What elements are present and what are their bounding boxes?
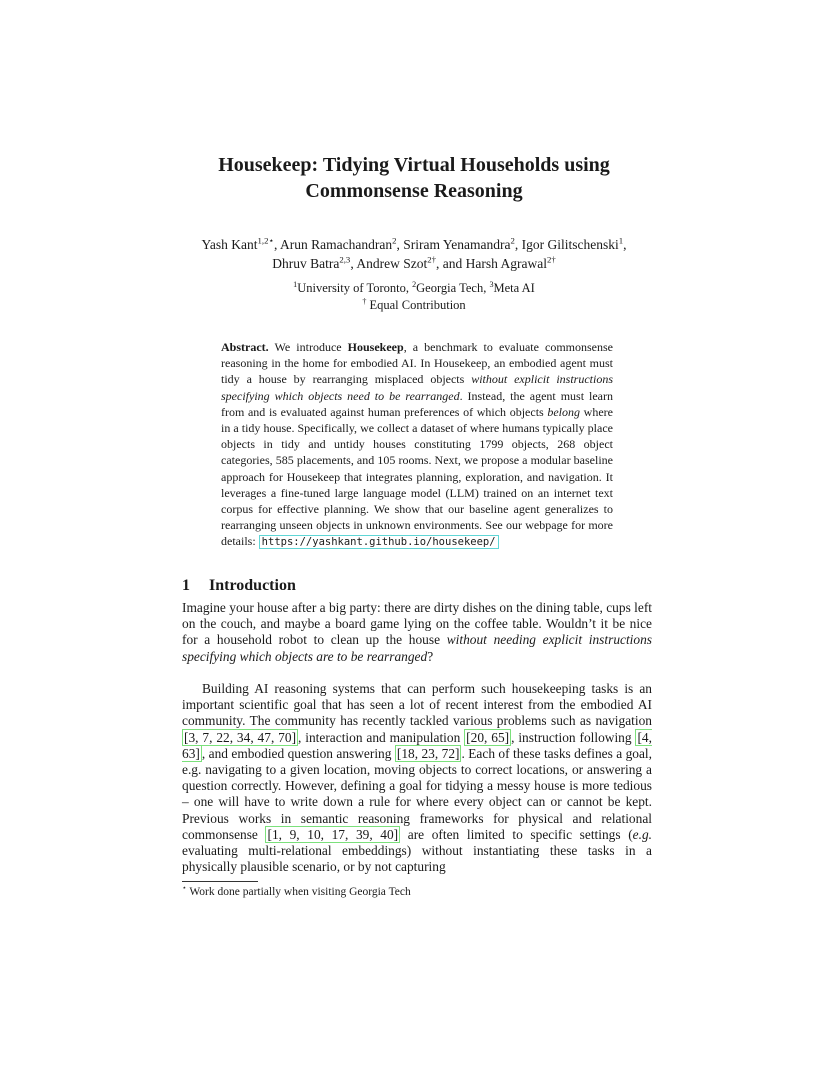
para-text: are often limited to specific settings ( [400, 826, 633, 842]
author-sup: 2† [546, 254, 556, 265]
author: Sriram Yenamandra [403, 237, 511, 252]
author-sup: 2 [392, 235, 397, 246]
affil-sup: 1 [293, 279, 298, 289]
abstract-text: We introduce [268, 340, 348, 354]
para-text: ? [427, 648, 434, 664]
affiliation-line [150, 280, 678, 297]
title-line-2: Commonsense Reasoning [305, 180, 523, 202]
paragraph-2 [182, 681, 652, 875]
author-sup: 2,3 [339, 254, 351, 265]
abstract-italic: belong [547, 404, 581, 419]
citation-link[interactable]: [18, 23, 72] [396, 745, 460, 761]
para-text: . Each of these tasks defines a goal, e.g. navigating to a given location, moving objects to correct locations, or answering a question correctly. However, defining a goal for tidying a messy house is more tedious – one will have to write down a rule for where every object can or cannot be kept. Previous works in semantic reasoning frameworks for physical and relational commonsense [182, 745, 652, 842]
para-text: , interaction and manipulation [298, 729, 465, 745]
section-title: Introduction [209, 577, 296, 594]
equal-contribution-text: Equal Contribution [366, 298, 466, 312]
para-text: , and embodied question answering [201, 745, 395, 761]
affil-sup: 3 [489, 279, 494, 289]
author: Andrew Szot [356, 256, 428, 271]
affiliation: Georgia Tech, [416, 281, 490, 295]
para-italic: without needing explicit instructions specifying which objects are to be rearranged [182, 632, 652, 664]
dagger-sup: † [362, 296, 367, 306]
para-text: Imagine your house after a big party: there are dirty dishes on the dining table, cups left on the couch, and maybe a board game lying on the coffee table. Wouldn’t it be nice for a household robot to clean up the house [182, 600, 652, 648]
citation-link[interactable]: [1, 9, 10, 17, 39, 40] [267, 826, 399, 842]
citation-link[interactable]: [4, 63] [182, 729, 652, 761]
author: Yash Kant [201, 237, 258, 252]
footnote [182, 883, 411, 898]
equal-contribution-note [150, 297, 678, 314]
section-heading [182, 577, 296, 595]
author-sup: 2 [510, 235, 515, 246]
author-list: Yash Kant$^{1,2⋆}$, Arun Ramachandran$^2$, Sriram Yenamandra$^2$, Igor Gilitschenski$^1$, Dhruv Batra$^{2,3}$, Andrew Szot$^{2\dagger}$, and Harsh Agrawal$^{2\dagger}$ [201, 235, 627, 271]
affiliation: University of Toronto, [297, 281, 413, 295]
author-sup: 1,2⋆ [257, 235, 274, 246]
footnote-rule [182, 881, 258, 882]
abstract-italic: without explicit instructions specifying which objects need to be rearranged [221, 372, 613, 403]
citation-link[interactable]: [20, 65] [466, 729, 510, 745]
author-sup: 1 [618, 235, 624, 246]
footnote-sup: ⋆ [182, 883, 187, 893]
abstract-text: where in a tidy house. Specifically, we collect a dataset of where humans typically place objects in tidy and untidy houses constituting 1799 objects, 268 object categories, 585 placements, and 105 rooms. Next, we propose a modular baseline approach for Housekeep that integrates planning, exploration, and navigation. It leverages a fine-tuned large language model (LLM) trained on an internet text corpus for effective planning. We show that our baseline agent generalizes to rearranging unseen objects in unknown environments. See our webpage for more details: [221, 404, 613, 549]
author: Dhruv Batra [272, 256, 340, 271]
author: Igor Gilitschenski [521, 237, 619, 252]
abstract [221, 339, 613, 551]
author-sup: 2† [427, 254, 436, 265]
abstract-label: Abstract. [221, 340, 269, 354]
author: Harsh Agrawal [465, 256, 547, 271]
para-text: Building AI reasoning systems that can perform such housekeeping tasks is an important scientific goal that has seen a lot of recent interest from the embodied AI community. The community has recently tackled various problems such as navigation [182, 681, 652, 729]
paper-title [100, 152, 728, 204]
affiliation: Meta AI [493, 281, 535, 295]
paragraph-1 [182, 600, 652, 665]
para-text: , instruction following [511, 729, 636, 745]
webpage-link[interactable]: https://yashkant.github.io/housekeep/ [259, 535, 499, 549]
author: Arun Ramachandran [279, 237, 393, 252]
para-text: evaluating multi-relational embeddings) without instantiating these tasks in a physically plausible scenario, or by not capturing [182, 843, 652, 875]
abstract-text: . Instead, the agent must learn from and is evaluated against human preferences of which objects [221, 388, 613, 419]
abstract-bold: Housekeep [347, 340, 404, 354]
footnote-text: Work done partially when visiting Georgia Tech [186, 886, 411, 898]
citation-link[interactable]: [3, 7, 22, 34, 47, 70] [184, 729, 297, 745]
affil-sup: 2 [412, 279, 417, 289]
affiliations [150, 280, 678, 314]
abstract-text: , a benchmark to evaluate commonsense reasoning in the home for embodied AI. In Housekeep, an embodied agent must tidy a house by rearranging misplaced objects [221, 340, 613, 387]
title-line-1: Housekeep: Tidying Virtual Households using [218, 154, 610, 176]
section-number: 1 [182, 577, 190, 594]
para-italic: e.g. [632, 826, 652, 842]
